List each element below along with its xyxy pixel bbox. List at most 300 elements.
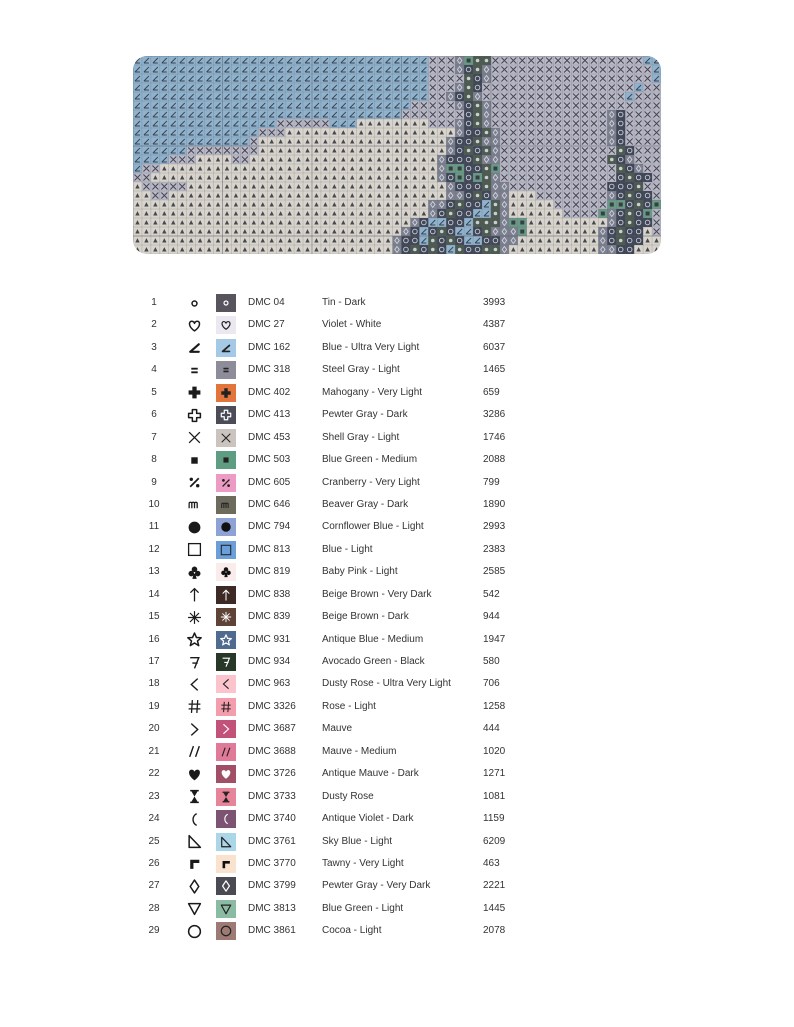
- legend-index: 25: [148, 835, 160, 847]
- stitch-cell: [464, 119, 473, 128]
- stitch-cell: [446, 227, 455, 236]
- legend-index: 13: [148, 566, 160, 578]
- legend-row: [145, 314, 565, 336]
- small-square-icon: [183, 449, 205, 471]
- stitch-cell: [401, 236, 410, 245]
- stitch-count: 3993: [483, 297, 506, 308]
- legend-row: [145, 629, 565, 651]
- stitch-symbol: [449, 212, 453, 216]
- legend-index: 1: [151, 297, 157, 308]
- stitch-count: 444: [483, 723, 500, 735]
- stitch-cell: [410, 236, 419, 245]
- floss-name: Beige Brown - Very Dark: [322, 588, 432, 600]
- legend-row: [145, 808, 565, 830]
- floss-code: DMC 3733: [248, 790, 296, 802]
- double-slash-icon: [183, 741, 205, 763]
- floss-legend: [145, 292, 565, 943]
- club-icon: [183, 561, 205, 583]
- stitch-cell: [473, 164, 482, 173]
- legend-row: [145, 606, 565, 628]
- floss-code: DMC 819: [248, 566, 291, 578]
- floss-name: Tawny - Very Light: [322, 857, 404, 869]
- color-swatch: [216, 631, 236, 649]
- stitch-cell: [625, 146, 634, 155]
- floss-code: DMC 413: [248, 409, 291, 421]
- color-swatch: [216, 900, 236, 918]
- floss-code: DMC 3326: [248, 700, 296, 712]
- stitch-cell: [464, 110, 473, 119]
- stitch-cell: [455, 236, 464, 245]
- stitch-cell: [482, 236, 491, 245]
- legend-index: 18: [148, 678, 160, 690]
- floss-name: Cocoa - Light: [322, 925, 382, 937]
- stitch-cell: [607, 227, 616, 236]
- legend-row: [145, 831, 565, 853]
- stitch-cell: [616, 191, 625, 200]
- stitch-count: 1947: [483, 633, 506, 645]
- floss-name: Antique Violet - Dark: [322, 813, 414, 825]
- legend-index: 19: [148, 700, 160, 712]
- floss-code: DMC 503: [248, 454, 291, 466]
- legend-row: [145, 853, 565, 875]
- stitch-count: 1465: [483, 364, 506, 376]
- hash-icon: [183, 696, 205, 718]
- stitch-symbol: [494, 248, 498, 252]
- legend-row: [145, 427, 565, 449]
- stitch-cell: [464, 200, 473, 209]
- stitch-symbol: [458, 203, 462, 207]
- color-swatch: [216, 810, 236, 828]
- color-swatch: [216, 316, 236, 334]
- legend-index: 17: [148, 656, 160, 667]
- floss-name: Beige Brown - Dark: [322, 611, 409, 623]
- floss-code: DMC 3726: [248, 768, 296, 780]
- stitch-cell: [643, 191, 652, 200]
- floss-code: DMC 3861: [248, 925, 296, 937]
- small-circle-icon: [183, 292, 205, 314]
- stitch-cell: [464, 209, 473, 218]
- stitch-cell: [455, 218, 464, 227]
- stitch-cell: [419, 218, 428, 227]
- floss-name: Mahogany - Very Light: [322, 386, 423, 398]
- stitch-symbol: [637, 203, 641, 207]
- corner-icon: [183, 853, 205, 875]
- legend-row: [145, 920, 565, 942]
- floss-code: DMC 402: [248, 386, 291, 398]
- stitch-cell: [634, 218, 643, 227]
- stitch-cell: [410, 227, 419, 236]
- legend-row: [145, 404, 565, 426]
- stitch-symbol: [520, 230, 524, 234]
- stitch-cell: [625, 164, 634, 173]
- stitch-count: 1081: [483, 790, 506, 802]
- stitch-cell: [455, 137, 464, 146]
- stitch-symbol: [628, 221, 632, 225]
- stitch-symbol: [494, 203, 498, 207]
- stitch-count: 2993: [483, 521, 506, 533]
- legend-row: [145, 741, 565, 763]
- stitch-symbol: [467, 86, 471, 90]
- stitch-cell: [616, 137, 625, 146]
- seven-icon: [183, 651, 205, 673]
- stitch-symbol: [467, 59, 471, 63]
- floss-name: Violet - White: [322, 319, 382, 331]
- color-swatch: [216, 451, 236, 469]
- floss-name: Mauve: [322, 723, 353, 735]
- legend-row: [145, 539, 565, 561]
- floss-name: Cranberry - Very Light: [322, 476, 420, 488]
- stitch-symbol: [637, 185, 641, 189]
- stitch-count: 2383: [483, 543, 506, 555]
- stitch-cell: [616, 182, 625, 191]
- legend-index: 27: [148, 880, 160, 892]
- legend-index: 4: [151, 364, 157, 376]
- stitch-cell: [616, 173, 625, 182]
- stitch-cell: [437, 245, 446, 254]
- stitch-symbol: [449, 167, 453, 171]
- legend-index: 28: [148, 902, 160, 914]
- stitch-cell: [455, 155, 464, 164]
- stitch-symbol: [485, 149, 489, 153]
- legend-row: [145, 718, 565, 740]
- stitch-symbol: [485, 167, 489, 171]
- floss-name: Avocado Green - Black: [322, 656, 425, 667]
- stitch-cell: [643, 218, 652, 227]
- diamond-outline-icon: [183, 875, 205, 897]
- legend-index: 12: [148, 543, 160, 555]
- color-swatch: [216, 608, 236, 626]
- floss-name: Pewter Gray - Very Dark: [322, 880, 431, 892]
- stitch-symbol: [458, 176, 462, 180]
- dot-icon: [183, 516, 205, 538]
- floss-code: DMC 646: [248, 498, 291, 510]
- stitch-symbol: [476, 59, 480, 63]
- stitch-count: 1271: [483, 768, 506, 780]
- legend-row: [145, 898, 565, 920]
- stitch-cell: [473, 146, 482, 155]
- color-swatch: [216, 518, 236, 536]
- stitch-symbol: [610, 158, 614, 162]
- stitch-symbol: [485, 185, 489, 189]
- color-swatch: [216, 855, 236, 873]
- stitch-count: 580: [483, 656, 500, 667]
- stitch-symbol: [485, 221, 489, 225]
- stitch-symbol: [440, 230, 444, 234]
- stitch-cell: [401, 245, 410, 254]
- legend-row: [145, 561, 565, 583]
- stitch-symbol: [628, 212, 632, 216]
- floss-name: Dusty Rose - Ultra Very Light: [322, 678, 451, 690]
- stitch-count: 1890: [483, 498, 506, 510]
- color-swatch: [216, 698, 236, 716]
- stitch-cell: [643, 173, 652, 182]
- stitch-cell: [625, 182, 634, 191]
- stitch-symbol: [485, 248, 489, 252]
- stitch-cell: [419, 245, 428, 254]
- color-swatch: [216, 541, 236, 559]
- stitch-cell: [643, 200, 652, 209]
- less-than-icon: [183, 673, 205, 695]
- stitch-symbol: [494, 212, 498, 216]
- stitch-cell: [437, 236, 446, 245]
- stitch-symbol: [476, 68, 480, 72]
- stitch-count: 3286: [483, 409, 506, 421]
- floss-code: DMC 931: [248, 633, 291, 645]
- stitch-symbol: [619, 149, 623, 153]
- floss-code: DMC 3761: [248, 835, 296, 847]
- color-swatch: [216, 877, 236, 895]
- stitch-symbol: [646, 212, 650, 216]
- stitch-count: 4387: [483, 319, 506, 331]
- asterisk-icon: [183, 606, 205, 628]
- stitch-cell: [607, 182, 616, 191]
- legend-index: 23: [148, 790, 160, 802]
- stitch-symbol: [476, 140, 480, 144]
- stitch-symbol: [485, 131, 489, 135]
- floss-name: Tin - Dark: [322, 297, 366, 308]
- legend-row: [145, 382, 565, 404]
- floss-code: DMC 963: [248, 678, 291, 690]
- legend-index: 26: [148, 857, 160, 869]
- stitch-cell: [455, 92, 464, 101]
- stitch-cell: [464, 164, 473, 173]
- stitch-count: 2088: [483, 454, 506, 466]
- floss-code: DMC 3770: [248, 857, 296, 869]
- heart-solid-icon: [183, 763, 205, 785]
- legend-index: 20: [148, 723, 160, 735]
- color-swatch: [216, 586, 236, 604]
- floss-name: Rose - Light: [322, 700, 376, 712]
- floss-name: Antique Mauve - Dark: [322, 768, 419, 780]
- paren-icon: [183, 808, 205, 830]
- floss-code: DMC 839: [248, 611, 291, 623]
- stitch-cell: [464, 245, 473, 254]
- stitch-cell: [428, 227, 437, 236]
- color-swatch: [216, 496, 236, 514]
- color-swatch: [216, 361, 236, 379]
- stitch-count: 1746: [483, 431, 506, 443]
- floss-code: DMC 3799: [248, 880, 296, 892]
- floss-name: Blue Green - Light: [322, 902, 404, 914]
- check-mark-icon: [183, 337, 205, 359]
- floss-name: Dusty Rose: [322, 790, 374, 802]
- color-swatch: [216, 339, 236, 357]
- stitch-symbol: [619, 167, 623, 171]
- floss-code: DMC 318: [248, 364, 291, 376]
- circle-outline-icon: [183, 920, 205, 942]
- floss-code: DMC 838: [248, 588, 291, 600]
- floss-code: DMC 605: [248, 476, 291, 488]
- stitch-cell: [473, 182, 482, 191]
- stitch-count: 1020: [483, 745, 506, 757]
- legend-row: [145, 584, 565, 606]
- stitch-count: 799: [483, 476, 500, 488]
- floss-name: Antique Blue - Medium: [322, 633, 424, 645]
- stitch-cell: [616, 110, 625, 119]
- floss-code: DMC 3688: [248, 745, 296, 757]
- stitch-cell: [482, 191, 491, 200]
- legend-index: 5: [151, 386, 157, 398]
- stitch-symbol: [485, 176, 489, 180]
- stitch-cell: [455, 146, 464, 155]
- legend-row: [145, 359, 565, 381]
- floss-code: DMC 3740: [248, 813, 296, 825]
- stitch-symbol: [476, 194, 480, 198]
- percent-icon: [183, 472, 205, 494]
- floss-name: Shell Gray - Light: [322, 431, 400, 443]
- heart-outline-icon: [183, 314, 205, 336]
- stitch-symbol: [655, 203, 659, 207]
- stitch-count: 659: [483, 386, 500, 398]
- stitch-cell: [464, 65, 473, 74]
- stitch-cell: [464, 137, 473, 146]
- stitch-cell: [607, 236, 616, 245]
- stitch-cell: [455, 182, 464, 191]
- stitch-count: 706: [483, 678, 500, 690]
- stitch-cell: [616, 245, 625, 254]
- stitch-cell: [473, 83, 482, 92]
- legend-index: 11: [148, 521, 160, 533]
- stitch-cell: [616, 218, 625, 227]
- legend-index: 10: [148, 498, 160, 510]
- stitch-symbol: [619, 203, 623, 207]
- arrow-up-icon: [183, 584, 205, 606]
- legend-index: 8: [151, 454, 157, 466]
- stitch-cell: [616, 155, 625, 164]
- stitch-cell: [464, 101, 473, 110]
- stitch-symbol: [619, 239, 623, 243]
- stitch-cell: [634, 227, 643, 236]
- stitch-symbol: [431, 239, 435, 243]
- stitch-cell: [634, 191, 643, 200]
- stitch-symbol: [476, 113, 480, 117]
- floss-code: DMC 934: [248, 656, 291, 667]
- legend-index: 22: [148, 768, 160, 780]
- stitch-symbol: [476, 221, 480, 225]
- stitch-cell: [616, 209, 625, 218]
- stitch-symbol: [628, 176, 632, 180]
- stitch-symbol: [601, 212, 605, 216]
- stitch-cell: [625, 200, 634, 209]
- stitch-cell: [473, 128, 482, 137]
- pattern-preview: [133, 56, 661, 254]
- stitch-cell: [473, 74, 482, 83]
- stitch-cell: [455, 209, 464, 218]
- floss-name: Cornflower Blue - Light: [322, 521, 424, 533]
- legend-row: [145, 516, 565, 538]
- stitch-cell: [491, 236, 500, 245]
- stitch-symbol: [610, 203, 614, 207]
- floss-name: Blue - Ultra Very Light: [322, 341, 420, 353]
- legend-row: [145, 337, 565, 359]
- floss-code: DMC 3813: [248, 902, 296, 914]
- legend-index: 3: [151, 341, 157, 353]
- stitch-cell: [446, 155, 455, 164]
- stitch-symbol: [520, 221, 524, 225]
- triangle-down-icon: [183, 898, 205, 920]
- stitch-cell: [473, 227, 482, 236]
- floss-code: DMC 04: [248, 297, 285, 308]
- stitch-cell: [616, 128, 625, 137]
- stitch-symbol: [476, 158, 480, 162]
- floss-name: Beaver Gray - Dark: [322, 498, 409, 510]
- color-swatch: [216, 743, 236, 761]
- legend-row: [145, 449, 565, 471]
- stitch-cell: [464, 128, 473, 137]
- legend-index: 15: [148, 611, 160, 623]
- color-swatch: [216, 384, 236, 402]
- floss-name: Mauve - Medium: [322, 745, 397, 757]
- floss-code: DMC 813: [248, 543, 291, 555]
- stitch-count: 6037: [483, 341, 506, 353]
- stitch-symbol: [476, 176, 480, 180]
- legend-row: [145, 494, 565, 516]
- legend-index: 6: [151, 409, 157, 421]
- stitch-cell: [473, 200, 482, 209]
- floss-name: Baby Pink - Light: [322, 566, 398, 578]
- stitch-cell: [473, 245, 482, 254]
- legend-index: 9: [151, 476, 157, 488]
- stitch-symbol: [458, 167, 462, 171]
- pattern-grid: [133, 56, 661, 254]
- color-swatch: [216, 788, 236, 806]
- stitch-cell: [625, 227, 634, 236]
- legend-row: [145, 786, 565, 808]
- stitch-cell: [437, 209, 446, 218]
- stitch-symbol: [485, 59, 489, 63]
- stitch-count: 2221: [483, 880, 506, 892]
- plus-outline-icon: [183, 404, 205, 426]
- stitch-count: 463: [483, 857, 500, 869]
- stitch-cell: [625, 245, 634, 254]
- legend-index: 16: [148, 633, 160, 645]
- stitch-symbol: [511, 221, 515, 225]
- stitch-symbol: [467, 95, 471, 99]
- floss-code: DMC 162: [248, 341, 291, 353]
- floss-name: Sky Blue - Light: [322, 835, 393, 847]
- stitch-cell: [446, 173, 455, 182]
- color-swatch: [216, 294, 236, 312]
- stitch-cell: [446, 200, 455, 209]
- floss-name: Blue - Light: [322, 543, 373, 555]
- legend-row: [145, 763, 565, 785]
- color-swatch: [216, 922, 236, 940]
- stitch-cell: [634, 236, 643, 245]
- stitch-count: 944: [483, 611, 500, 623]
- cross-icon: [183, 427, 205, 449]
- stitch-symbol: [493, 167, 497, 171]
- stitch-symbol: [485, 230, 489, 234]
- square-outline-icon: [183, 539, 205, 561]
- stitch-cell: [464, 191, 473, 200]
- color-swatch: [216, 429, 236, 447]
- color-swatch: [216, 720, 236, 738]
- color-swatch: [216, 563, 236, 581]
- legend-index: 14: [148, 588, 160, 600]
- letter-m-icon: [183, 494, 205, 516]
- floss-name: Pewter Gray - Dark: [322, 409, 408, 421]
- stitch-symbol: [458, 248, 462, 252]
- stitch-count: 1445: [483, 902, 506, 914]
- right-triangle-icon: [183, 831, 205, 853]
- stitch-symbol: [494, 221, 498, 225]
- stitch-cell: [464, 155, 473, 164]
- stitch-count: 1258: [483, 700, 506, 712]
- stitch-symbol: [476, 122, 480, 126]
- greater-than-icon: [183, 718, 205, 740]
- legend-row: [145, 472, 565, 494]
- star-outline-icon: [183, 629, 205, 651]
